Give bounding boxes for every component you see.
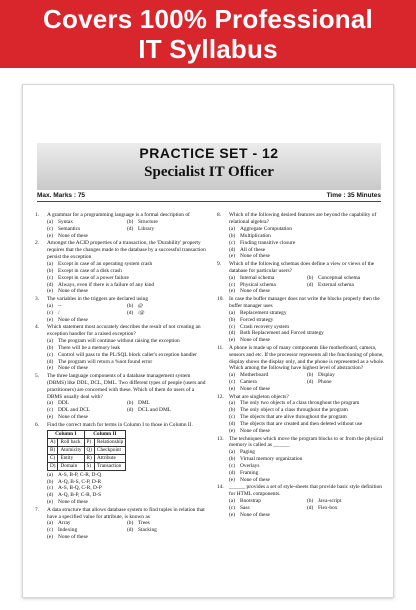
option-letter: (b): [127, 302, 134, 309]
option-letter: (e): [47, 499, 53, 506]
option-text: There will be a memory leak: [58, 344, 121, 351]
answer-option: [229, 253, 385, 260]
option-text: Display: [318, 372, 335, 379]
answer-option: [47, 310, 127, 317]
option-text: Bootstrap: [240, 498, 261, 505]
option-list: [47, 219, 207, 233]
option-text: A-S, B-Q, C-R, D-P: [58, 485, 102, 492]
answer-option: [47, 219, 127, 226]
question-number: 2.: [35, 240, 40, 247]
option-text: Java-script: [318, 498, 342, 505]
answer-option: [47, 303, 127, 310]
option-letter: (c): [47, 527, 53, 534]
answer-option: [47, 365, 207, 372]
question-text: A data structure that allows database system to find tuples in relation that have a specified value for attribute, is known as: [47, 506, 205, 520]
option-text: None of these: [58, 365, 88, 372]
option-text: DDL and DCL: [58, 407, 91, 414]
answer-option: [229, 324, 385, 331]
option-text: None of these: [240, 476, 270, 483]
answer-option: [229, 233, 385, 240]
table-cell: Relationship: [95, 438, 126, 446]
option-letter: (a): [229, 225, 235, 232]
option-text: Indexing: [58, 527, 78, 534]
option-list: [47, 338, 207, 373]
option-letter: (d): [47, 281, 54, 288]
option-letter: (e): [47, 414, 53, 421]
option-text: The program will return a %not found error: [58, 358, 153, 365]
answer-option: [47, 268, 207, 275]
option-letter: (d): [307, 379, 314, 386]
option-text: DDL: [58, 400, 70, 407]
question-number: 13.: [217, 435, 224, 442]
column-header: Column II: [84, 430, 126, 438]
max-marks: Max. Marks : 75: [37, 192, 86, 199]
question: [217, 261, 385, 296]
answer-option: [47, 352, 207, 359]
answer-option: [229, 337, 385, 344]
table-row: [48, 462, 126, 470]
option-letter: (b): [127, 400, 134, 407]
option-letter: (d): [307, 505, 314, 512]
option-text: DML: [138, 400, 150, 407]
table-cell: Attribute: [95, 454, 126, 462]
option-list: [47, 520, 207, 534]
option-letter: (b): [307, 274, 314, 281]
question: [217, 296, 385, 344]
answer-option: [47, 534, 207, 541]
table-cell: P): [84, 438, 94, 446]
option-letter: (a): [229, 449, 235, 456]
answer-option: [229, 407, 385, 414]
answer-option: [127, 219, 207, 226]
option-letter: (a): [47, 471, 53, 478]
option-text: /@: [138, 309, 145, 316]
option-text: None of these: [58, 316, 88, 323]
option-letter: (d): [229, 246, 236, 253]
answer-option: [47, 317, 207, 324]
option-letter: (d): [229, 330, 236, 337]
option-text: Conceptual schema: [318, 274, 361, 281]
option-letter: (a): [229, 400, 235, 407]
answer-option: [229, 372, 307, 379]
option-letter: (c): [229, 505, 235, 512]
question-number: 8.: [217, 212, 222, 218]
option-letter: (a): [47, 337, 53, 344]
option-text: Always, even if there is a failure of any kind: [58, 281, 155, 288]
option-list: [229, 226, 385, 261]
answer-option: [47, 400, 127, 407]
option-letter: (d): [127, 407, 134, 414]
question-text: Which of the following desired features are beyond the capability of relational algebra?: [229, 212, 377, 225]
option-list: [229, 400, 385, 435]
question-text: Amongst the ACID properties of a transaction, the 'Durability' property requires that the changes made to the database by a successful transaction persist the exception: [47, 240, 206, 260]
option-letter: (d): [127, 225, 134, 232]
practice-set-title: PRACTICE SET - 12: [139, 145, 279, 161]
answer-option: [47, 485, 207, 492]
question-number: 1.: [35, 212, 40, 218]
question: [217, 212, 385, 260]
option-list: [229, 310, 385, 345]
question-number: 5.: [35, 372, 40, 379]
question-text: What are singleton objects?: [229, 393, 289, 400]
answer-option: [229, 386, 385, 393]
option-text: Framing: [240, 470, 259, 477]
question-number: 10.: [217, 295, 224, 302]
option-letter: (b): [47, 478, 54, 485]
column-header: Column I: [48, 430, 85, 438]
table-cell: Checkpoint: [95, 446, 126, 454]
option-text: Multiplication: [240, 232, 271, 239]
option-text: Structure: [138, 218, 158, 225]
option-text: Crash recovery system: [240, 323, 290, 330]
option-text: None of these: [240, 428, 270, 435]
answer-option: [229, 449, 385, 456]
option-text: Both Replacement and Forced strategy: [240, 330, 324, 337]
option-text: None of these: [58, 534, 88, 541]
answer-option: [47, 261, 207, 268]
option-list: [229, 449, 385, 484]
option-letter: (d): [127, 309, 134, 316]
option-letter: (c): [47, 309, 53, 316]
table-row: [48, 438, 126, 446]
option-text: DCL and DML: [138, 407, 172, 414]
option-text: Flex-box: [318, 505, 338, 512]
option-letter: (e): [47, 288, 53, 295]
question-text: Which statement most accurately describes the result of not creating an exception handler for a raised exception?: [47, 324, 201, 337]
question-text: A grammar for a programming language is a formal description of: [47, 212, 190, 218]
option-letter: (c): [47, 274, 53, 281]
option-letter: (b): [307, 498, 314, 505]
option-letter: (e): [229, 386, 235, 393]
exam-subtitle: Specialist IT Officer: [144, 164, 274, 180]
answer-option: [47, 288, 207, 295]
option-letter: (b): [307, 372, 314, 379]
option-letter: (e): [229, 428, 235, 435]
option-text: A-Q, B-S, C-P, D-R: [58, 478, 102, 485]
option-letter: (e): [47, 232, 53, 239]
question-text: The techniques which move the program blocks to or from the physical memory is called as ______: [229, 435, 384, 449]
option-list: [229, 372, 385, 386]
option-letter: (d): [47, 358, 54, 365]
option-letter: (e): [47, 316, 53, 323]
option-text: Stacking: [138, 527, 157, 534]
option-text: Syntax: [58, 218, 73, 225]
table-cell: B): [48, 446, 58, 454]
option-letter: (c): [229, 414, 235, 421]
option-text: Phone: [318, 379, 332, 386]
option-text: Camera: [240, 379, 257, 386]
option-letter: (c): [47, 351, 53, 358]
option-list: [47, 303, 207, 317]
table-row: [48, 454, 126, 462]
option-text: None of these: [58, 232, 88, 239]
question: [217, 345, 385, 393]
answer-option: [127, 400, 207, 407]
option-letter: (d): [307, 281, 314, 288]
option-list: [47, 261, 207, 296]
option-text: None of these: [240, 337, 270, 344]
option-text: Array: [58, 520, 71, 527]
option-letter: (b): [229, 407, 236, 414]
question-text: A phone is made up of many components like motherboard, camera, sensors and etc. If the processor represents all the functioning of phone, display shows the display only, and the phone is represented as a whole. Which among the following have highest level of abstraction?: [229, 344, 385, 372]
option-text: Replacement strategy: [240, 309, 287, 316]
option-letter: (d): [47, 492, 54, 499]
option-letter: (b): [47, 344, 54, 351]
answer-option: [47, 499, 207, 506]
answer-option: [127, 310, 207, 317]
option-letter: (c): [229, 463, 235, 470]
header-divider: [37, 201, 381, 202]
option-letter: (c): [229, 379, 235, 386]
option-letter: (d): [229, 421, 236, 428]
option-letter: (e): [229, 511, 235, 518]
option-text: None of these: [240, 386, 270, 393]
answer-option: [307, 505, 385, 512]
option-list: [47, 472, 207, 507]
option-text: The program will continue without raising the exception: [58, 337, 180, 344]
option-letter: (c): [229, 323, 235, 330]
question-number: 11.: [217, 344, 224, 351]
option-letter: (a): [229, 309, 235, 316]
answer-option: [127, 226, 207, 233]
table-cell: A): [48, 438, 58, 446]
answer-option: [229, 456, 385, 463]
option-text: The only two objects of a class throughout the program: [240, 400, 360, 407]
answer-option: [229, 288, 385, 295]
answer-option: [229, 317, 385, 324]
option-text: Except in case of a power failure: [58, 274, 129, 281]
answer-option: [307, 498, 385, 505]
table-row: [48, 446, 126, 454]
table-cell: D): [48, 462, 58, 470]
option-text: Motherboard: [240, 372, 269, 379]
answer-option: [229, 470, 385, 477]
question: [35, 422, 207, 506]
option-text: Library: [138, 225, 155, 232]
left-column: [35, 212, 207, 542]
option-letter: (a): [47, 260, 53, 267]
question: [35, 212, 207, 240]
answer-option: [307, 275, 385, 282]
answer-option: [47, 520, 127, 527]
answer-option: [47, 338, 207, 345]
table-cell: C): [48, 454, 58, 462]
answer-option: [47, 479, 207, 486]
answer-option: [47, 233, 207, 240]
option-letter: (e): [47, 365, 53, 372]
option-list: [229, 498, 385, 512]
option-text: The objects that are alive throughout the program: [240, 414, 347, 421]
option-text: Finding transitive closure: [240, 239, 296, 246]
answer-option: [47, 414, 207, 421]
answer-option: [229, 498, 307, 505]
option-text: The objects that are created and then deleted without use: [240, 421, 363, 428]
option-text: Except in case of an operating system crash: [58, 260, 153, 267]
option-text: Physical schema: [240, 281, 276, 288]
question-text: Which of the following schemas does define a view or views of the database for particular users?: [229, 260, 375, 274]
option-text: Sass: [240, 505, 250, 512]
option-list: [47, 400, 207, 414]
option-text: /: [58, 309, 60, 316]
answer-option: [307, 372, 385, 379]
answer-option: [229, 275, 307, 282]
document-page: [22, 84, 394, 598]
option-text: Control will pass to the PL/SQL block caller's exception handler: [58, 351, 197, 358]
option-letter: (e): [47, 534, 53, 541]
question-number: 12.: [217, 393, 224, 400]
question: [217, 394, 385, 435]
option-text: Forced strategy: [240, 316, 274, 323]
question-text: Find the correct match for terms in Column I to those in Column II.: [47, 421, 193, 428]
answer-option: [229, 310, 385, 317]
question-text: In case the buffer manager does not write the blocks properly then the buffer manager uses: [229, 295, 380, 309]
answer-option: [307, 379, 385, 386]
option-letter: (c): [47, 485, 53, 492]
answer-option: [127, 520, 207, 527]
answer-option: [229, 414, 385, 421]
question: [35, 296, 207, 324]
option-text: Internal schema: [240, 274, 275, 281]
table-cell: Q): [84, 446, 94, 454]
question-text: The variables in the triggers are declared using: [47, 295, 149, 302]
option-text: None of these: [58, 288, 88, 295]
question-number: 4.: [35, 324, 40, 330]
option-text: Overlays: [240, 463, 260, 470]
question-text: ______ provides a set of style-sheets that provide basic style definition for HTML components.: [229, 484, 383, 498]
question: [35, 507, 207, 542]
option-letter: (d): [127, 527, 134, 534]
option-text: Aggregate Computation: [240, 225, 292, 232]
answer-option: [47, 345, 207, 352]
answer-option: [47, 226, 127, 233]
option-text: None of these: [58, 499, 88, 506]
option-letter: (e): [229, 476, 235, 483]
option-letter: (b): [229, 232, 236, 239]
answer-option: [229, 477, 385, 484]
option-text: --: [58, 302, 62, 309]
question: [217, 484, 385, 519]
option-letter: (a): [47, 302, 53, 309]
table-cell: Atomicity: [58, 446, 84, 454]
promo-banner: [0, 0, 416, 68]
question: [217, 436, 385, 484]
option-letter: (a): [229, 498, 235, 505]
question-number: 9.: [217, 260, 222, 267]
option-letter: (e): [229, 253, 235, 260]
option-text: @: [138, 302, 143, 309]
option-text: Trees: [138, 520, 150, 527]
option-text: Paging: [240, 449, 255, 456]
option-text: Except in case of a disk crash: [58, 267, 122, 274]
option-letter: (c): [47, 225, 53, 232]
option-letter: (a): [229, 274, 235, 281]
table-cell: Transaction: [95, 462, 126, 470]
option-letter: (b): [127, 218, 134, 225]
answer-option: [127, 407, 207, 414]
answer-option: [229, 240, 385, 247]
option-text: A-S, B-P, C-R, D-Q: [58, 471, 102, 478]
question-number: 7.: [35, 506, 40, 513]
banner-line-2: IT Syllabus: [138, 34, 278, 64]
option-letter: (c): [47, 407, 53, 414]
option-letter: (b): [47, 267, 54, 274]
answer-option: [229, 226, 385, 233]
answer-option: [229, 428, 385, 435]
option-text: Virtual memory organization: [240, 456, 303, 463]
option-text: A-Q, B-P, C-R, D-S: [58, 492, 102, 499]
option-text: All of these: [240, 246, 266, 253]
time-limit: Time : 35 Minutes: [326, 192, 381, 199]
option-letter: (a): [229, 372, 235, 379]
option-letter: (c): [229, 281, 235, 288]
option-text: None of these: [58, 414, 88, 421]
banner-line-1: Covers 100% Professional: [43, 4, 373, 34]
option-text: None of these: [240, 253, 270, 260]
option-letter: (b): [229, 456, 236, 463]
match-table: [47, 430, 126, 471]
answer-option: [229, 512, 385, 519]
option-letter: (d): [229, 470, 236, 477]
option-letter: (a): [47, 218, 53, 225]
right-column: [217, 212, 385, 519]
answer-option: [229, 505, 307, 512]
option-letter: (c): [229, 239, 235, 246]
question: [35, 324, 207, 372]
option-letter: (b): [229, 316, 236, 323]
table-cell: Roll back: [58, 438, 84, 446]
question-text: The three language components of a database management system (DBMS) like DDL, DCL, DML. Two different types of people (users and practitioners) are concerned with these. Which of them do users of a DBMS usually deal with?: [47, 372, 206, 400]
answer-option: [47, 275, 207, 282]
option-text: None of these: [240, 511, 270, 518]
question-number: 6.: [35, 421, 40, 428]
option-letter: (a): [47, 400, 53, 407]
option-letter: (b): [127, 520, 134, 527]
option-text: Semantics: [58, 225, 81, 232]
option-letter: (e): [229, 288, 235, 295]
practice-set-header: [37, 143, 381, 203]
option-letter: (e): [229, 337, 235, 344]
option-text: None of these: [240, 288, 270, 295]
table-cell: S): [84, 462, 94, 470]
answer-option: [127, 527, 207, 534]
question: [35, 373, 207, 421]
table-cell: Domain: [58, 462, 84, 470]
answer-option: [229, 463, 385, 470]
question-number: 14.: [217, 484, 224, 491]
answer-option: [47, 472, 207, 479]
answer-option: [307, 282, 385, 289]
table-cell: R): [84, 454, 94, 462]
option-letter: (a): [47, 520, 53, 527]
answer-option: [127, 303, 207, 310]
question-number: 3.: [35, 295, 40, 302]
option-text: External schema: [318, 281, 354, 288]
option-text: The only object of a class throughout the program: [240, 407, 348, 414]
question: [35, 240, 207, 295]
table-cell: Entity: [58, 454, 84, 462]
option-list: [229, 275, 385, 289]
